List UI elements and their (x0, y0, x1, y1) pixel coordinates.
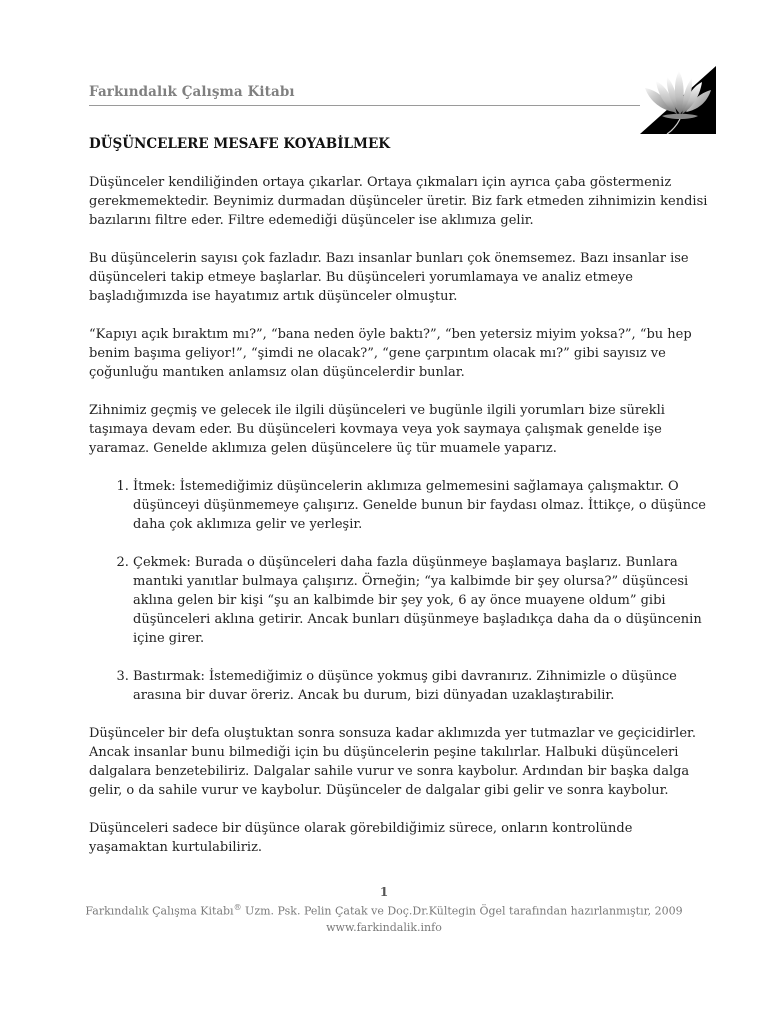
page-heading: DÜŞÜNCELERE MESAFE KOYABİLMEK (89, 136, 390, 152)
footer-credit (0, 900, 768, 920)
paragraph: Bu düşüncelerin sayısı çok fazladır. Bazı insanlar bunları çok önemsemez. Bazı insanlar ise düşünceleri takip etmeye başlarlar. Bu düşünceleri yorumlamaya ve analiz etmeye başladığımızda ise hayatımız artık düşünceler olmuştur. (89, 251, 689, 304)
paragraph: Düşünceler bir defa oluştuktan sonra sonsuza kadar aklımızda yer tutmazlar ve geçicidirler. Ancak insanlar bunu bilmediği için bu düşüncelerin peşine takılırlar. Halbuki düşünceleri dalgalara benzetebiliriz. Dalgalar sahile vurur ve sonra kaybolur. Ardından bir başka dalga gelir, o da sahile vurur ve kaybolur. Düşünceler de dalgalar gibi gelir ve sonra kaybolur. (89, 726, 696, 798)
paragraph: Zihnimiz geçmiş ve gelecek ile ilgili düşünceleri ve bugünle ilgili yorumları bize sürekli taşımaya devam eder. Bu düşünceleri kovmaya veya yok saymaya çalışmak genelde işe yaramaz. Genelde aklımıza gelen düşüncelere üç tür muamele yaparız. (89, 403, 665, 456)
footer-credit-text: Uzm. Psk. Pelin Çatak ve Doç.Dr.Kültegin Ögel tarafından hazırlanmıştır, 2009 (241, 904, 683, 918)
footer-website: www.farkindalik.info (326, 920, 442, 934)
list-item: 3. Bastırmak: İstemediğimiz o düşünce yokmuş gibi davranırız. Zihnimizle o düşünce arasına bir duvar öreriz. Ancak bu durum, bizi dünyadan uzaklaştırabilir. (133, 667, 714, 705)
lotus-flower-icon (640, 66, 716, 134)
list-item: 2. Çekmek: Burada o düşünceleri daha fazla düşünmeye başlamaya başlarız. Bunlara mantıki yanıtlar bulmaya çalışırız. Örneğin; “ya kalbimde bir şey olursa?” düşüncesi aklına gelen bir kişi “şu an kalbimde bir şey yok, 6 ay önce muayene oldum” gibi düşünceleri aklına getirir. Ancak bunları düşünmeye başladıkça daha da o düşüncenin içine girer. (133, 553, 714, 648)
footer-book-title: Farkındalık Çalışma Kitabı (85, 904, 234, 918)
paragraph: “Kapıyı açık bıraktım mı?”, “bana neden öyle baktı?”, “ben yetersiz miyim yoksa?”, “bu hep benim başıma geliyor!”, “şimdi ne olacak?”, “gene çarpıntım olacak mı?” gibi sayısız ve çoğunluğu mantıken anlamsız olan düşüncelerdir bunlar. (89, 327, 692, 380)
paragraph: Düşünceler kendiliğinden ortaya çıkarlar. Ortaya çıkmaları için ayrıca çaba göstermeniz gerekmemektedir. Beynimiz durmadan düşünceler üretir. Biz fark etmeden zihnimizin kendisi bazılarını filtre eder. Filtre edemediği düşünceler ise aklımıza gelir. (89, 175, 708, 228)
header-divider (89, 105, 640, 106)
page-footer (0, 884, 768, 936)
paragraph: Düşünceleri sadece bir düşünce olarak görebildiğimiz sürece, onların kontrolünde yaşamaktan kurtulabiliriz. (89, 821, 633, 855)
document-body (89, 173, 714, 876)
page-number: 1 (379, 885, 389, 899)
list-item: 1. İtmek: İstemediğimiz düşüncelerin aklımıza gelmemesini sağlamaya çalışmaktır. O düşünceyi düşünmemeye çalışırız. Genelde bunun bir faydası olmaz. İttikçe, o düşünce daha çok aklımıza gelir ve yerleşir. (133, 477, 714, 534)
numbered-list (89, 477, 714, 705)
header-title: Farkındalık Çalışma Kitabı (89, 84, 295, 100)
registered-mark: ® (233, 903, 242, 912)
